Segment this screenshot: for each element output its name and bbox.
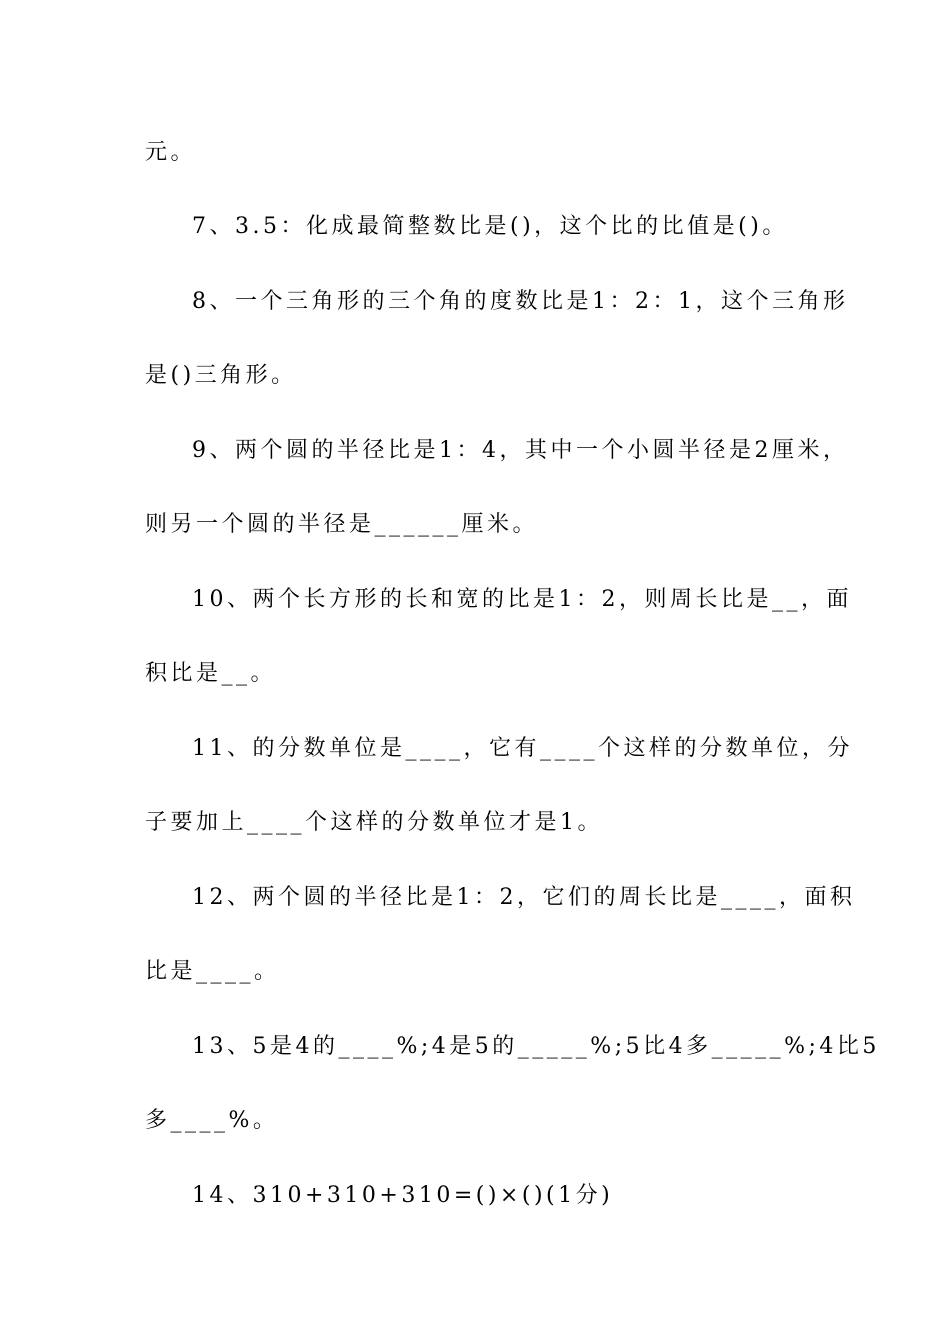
text-line: 多____%。	[145, 1108, 279, 1133]
text-line: 是()三角形。	[145, 363, 297, 388]
text-line: 比是____。	[145, 959, 280, 984]
question-7: 7、3.5：化成最简整数比是()，这个比的比值是()。	[192, 214, 788, 239]
text-line: 元。	[145, 140, 197, 165]
question-14: 14、310+310+310=()×()(1分)	[192, 1183, 614, 1208]
question-8: 8、一个三角形的三个角的度数比是1：2：1，这个三角形	[192, 289, 849, 314]
question-11: 11、的分数单位是____，它有____个这样的分数单位，分	[192, 736, 853, 761]
question-13: 13、5是4的____%;4是5的_____%;5比4多_____%;4比5	[192, 1034, 880, 1059]
text-line: 积比是__。	[145, 661, 277, 686]
question-10: 10、两个长方形的长和宽的比是1：2，则周长比是__，面	[192, 587, 852, 612]
question-12: 12、两个圆的半径比是1：2，它们的周长比是____，面积	[192, 885, 856, 910]
text-line: 子要加上____个这样的分数单位才是1。	[145, 810, 603, 835]
text-line: 则另一个圆的半径是______厘米。	[145, 512, 539, 537]
question-9: 9、两个圆的半径比是1：4，其中一个小圆半径是2厘米，	[192, 438, 849, 463]
